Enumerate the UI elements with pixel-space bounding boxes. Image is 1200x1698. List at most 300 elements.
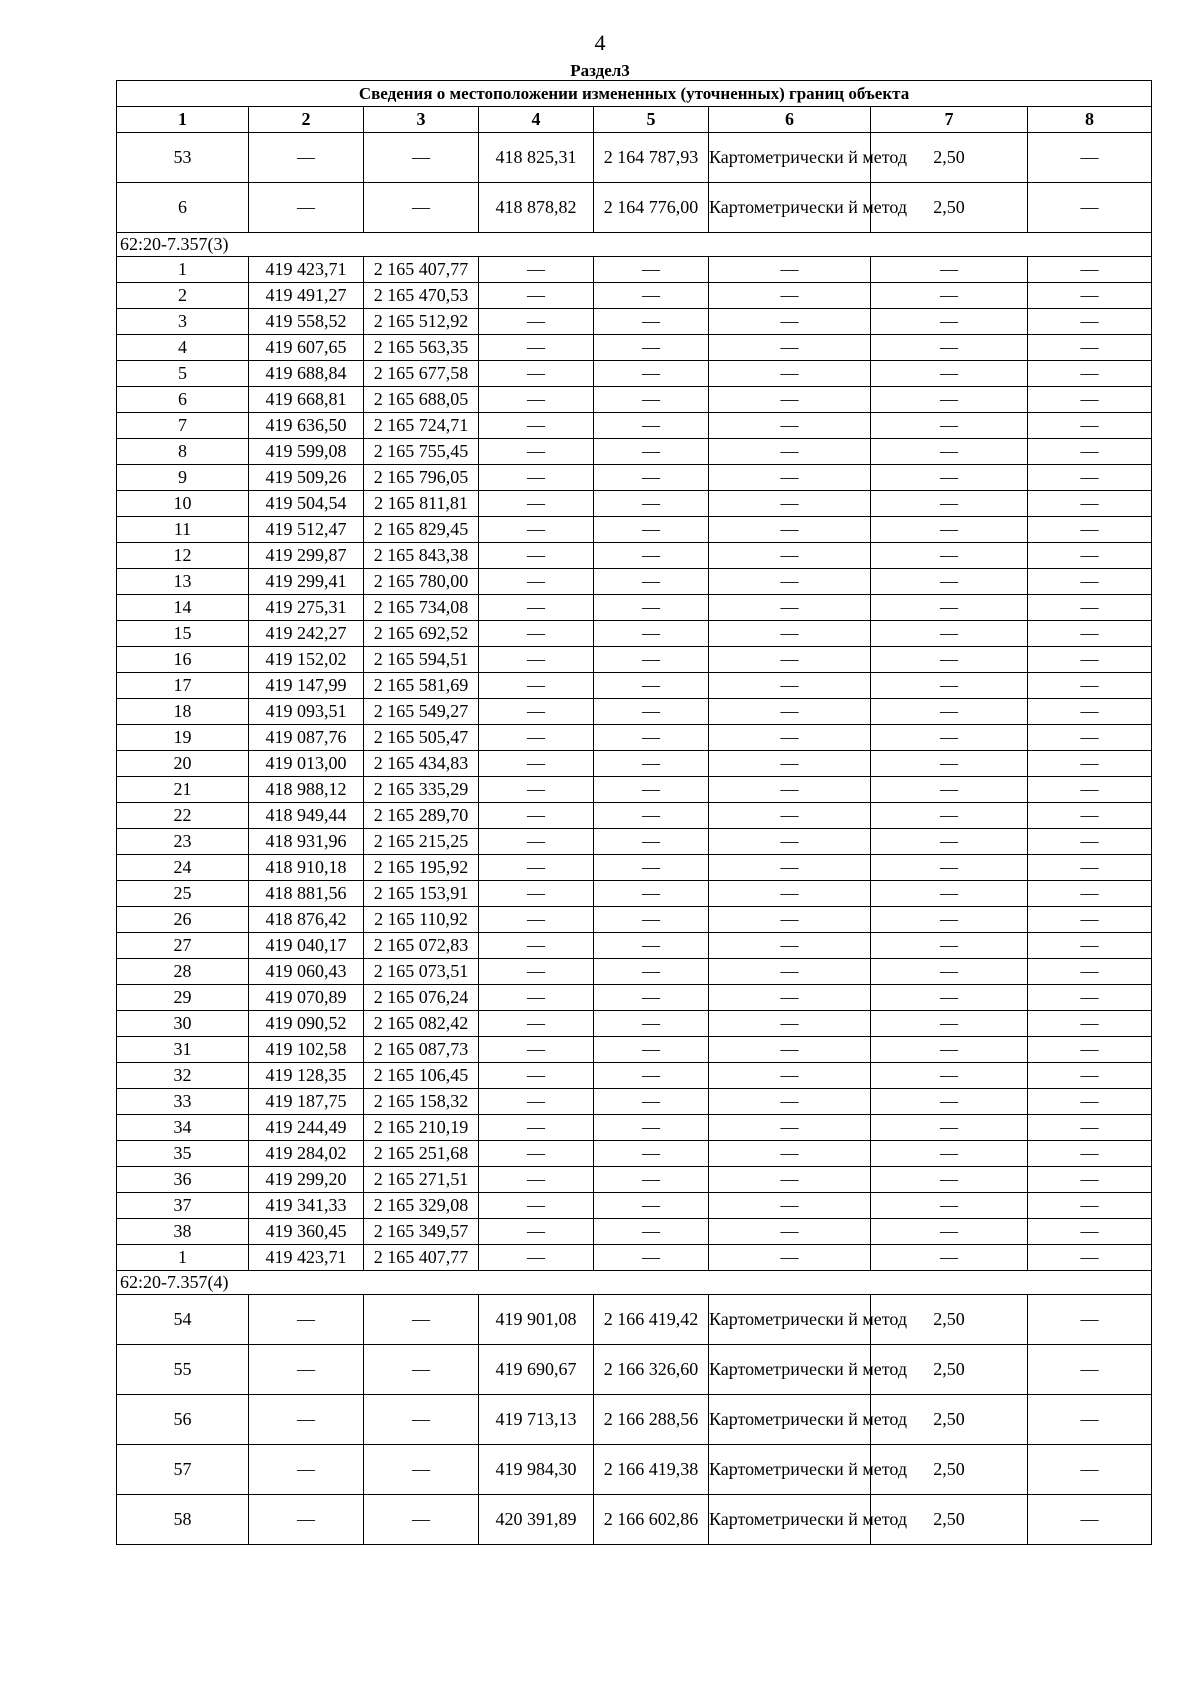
table-cell: 419 607,65: [249, 335, 364, 361]
table-cell: —: [479, 491, 594, 517]
table-cell: —: [594, 1037, 709, 1063]
table-cell: 2 165 734,08: [364, 595, 479, 621]
table-cell: —: [1028, 361, 1152, 387]
table-cell: 2,50: [871, 1395, 1028, 1445]
table-cell: 2 165 082,42: [364, 1011, 479, 1037]
table-cell: —: [364, 183, 479, 233]
table-cell: —: [709, 1037, 871, 1063]
table-cell: —: [1028, 465, 1152, 491]
table-cell: —: [709, 465, 871, 491]
table-cell: 2 165 594,51: [364, 647, 479, 673]
method-cell: Картометрически й метод: [709, 1445, 871, 1495]
table-row: [117, 1445, 1152, 1495]
table-cell: —: [479, 1115, 594, 1141]
table-cell: —: [1028, 881, 1152, 907]
table-cell: —: [1028, 699, 1152, 725]
table-cell: 2 165 407,77: [364, 1245, 479, 1271]
table-cell: 9: [117, 465, 249, 491]
table-cell: 419 060,43: [249, 959, 364, 985]
table-cell: 34: [117, 1115, 249, 1141]
table-row: [117, 725, 1152, 751]
table-row: [117, 491, 1152, 517]
table-cell: 2 165 505,47: [364, 725, 479, 751]
table-cell: —: [871, 543, 1028, 569]
table-cell: —: [249, 1495, 364, 1545]
table-cell: —: [1028, 283, 1152, 309]
table-cell: 418 931,96: [249, 829, 364, 855]
table-cell: 2 165 158,32: [364, 1089, 479, 1115]
table-row: [117, 543, 1152, 569]
table-cell: —: [1028, 1495, 1152, 1545]
table-cell: 2 165 271,51: [364, 1167, 479, 1193]
table-cell: —: [871, 569, 1028, 595]
table-cell: —: [871, 1089, 1028, 1115]
table-cell: —: [709, 1141, 871, 1167]
table-cell: —: [709, 413, 871, 439]
table-cell: —: [709, 907, 871, 933]
table-cell: —: [709, 387, 871, 413]
table-cell: 2 165 549,27: [364, 699, 479, 725]
table-cell: 419 147,99: [249, 673, 364, 699]
table-cell: —: [1028, 1089, 1152, 1115]
table-cell: —: [871, 1063, 1028, 1089]
table-cell: —: [1028, 1011, 1152, 1037]
table-row: [117, 673, 1152, 699]
table-cell: 2,50: [871, 1445, 1028, 1495]
table-caption: Сведения о местоположении измененных (уточненных) границ объекта: [117, 81, 1152, 107]
table-cell: —: [479, 621, 594, 647]
table-cell: —: [1028, 1063, 1152, 1089]
table-cell: —: [1028, 647, 1152, 673]
table-cell: 419 423,71: [249, 257, 364, 283]
table-cell: 2 165 153,91: [364, 881, 479, 907]
table-cell: —: [594, 491, 709, 517]
table-cell: —: [1028, 1141, 1152, 1167]
table-cell: —: [1028, 387, 1152, 413]
table-cell: —: [594, 595, 709, 621]
table-cell: 419 984,30: [479, 1445, 594, 1495]
table-cell: 2 165 215,25: [364, 829, 479, 855]
table-cell: —: [871, 413, 1028, 439]
table-row: [117, 257, 1152, 283]
table-cell: —: [709, 439, 871, 465]
table-cell: 2 165 195,92: [364, 855, 479, 881]
table-cell: 1: [117, 1245, 249, 1271]
table-row: [117, 335, 1152, 361]
table-cell: —: [594, 387, 709, 413]
table-cell: —: [479, 1167, 594, 1193]
table-cell: —: [1028, 1193, 1152, 1219]
table-cell: —: [1028, 1219, 1152, 1245]
table-cell: 419 090,52: [249, 1011, 364, 1037]
table-row: [117, 647, 1152, 673]
table-cell: 55: [117, 1345, 249, 1395]
table-cell: 419 509,26: [249, 465, 364, 491]
table-cell: —: [479, 673, 594, 699]
table-cell: 28: [117, 959, 249, 985]
table-cell: 37: [117, 1193, 249, 1219]
table-cell: —: [249, 1445, 364, 1495]
table-cell: —: [249, 133, 364, 183]
table-cell: —: [871, 881, 1028, 907]
table-cell: —: [479, 257, 594, 283]
table-cell: —: [479, 959, 594, 985]
table-cell: —: [594, 361, 709, 387]
table-cell: —: [1028, 491, 1152, 517]
table-cell: —: [364, 1445, 479, 1495]
table-cell: —: [594, 257, 709, 283]
table-cell: —: [1028, 309, 1152, 335]
table-cell: 5: [117, 361, 249, 387]
table-cell: 2 165 755,45: [364, 439, 479, 465]
table-row: [117, 133, 1152, 183]
table-cell: —: [871, 803, 1028, 829]
table-cell: 17: [117, 673, 249, 699]
table-cell: —: [249, 1295, 364, 1345]
table-cell: —: [871, 1011, 1028, 1037]
table-cell: —: [709, 881, 871, 907]
table-cell: —: [479, 985, 594, 1011]
table-cell: —: [709, 673, 871, 699]
table-cell: 419 668,81: [249, 387, 364, 413]
table-row: [117, 413, 1152, 439]
table-cell: 2: [117, 283, 249, 309]
table-cell: 1: [117, 257, 249, 283]
table-cell: —: [479, 335, 594, 361]
table-cell: 57: [117, 1445, 249, 1495]
table-row: [117, 1141, 1152, 1167]
table-cell: —: [594, 881, 709, 907]
table-cell: —: [479, 1219, 594, 1245]
table-cell: 2 165 087,73: [364, 1037, 479, 1063]
table-cell: —: [1028, 673, 1152, 699]
table-cell: —: [479, 855, 594, 881]
table-cell: —: [871, 517, 1028, 543]
table-row: [117, 1495, 1152, 1545]
table-cell: —: [594, 907, 709, 933]
table-cell: 2,50: [871, 1345, 1028, 1395]
table-cell: —: [479, 829, 594, 855]
table-cell: 2 165 251,68: [364, 1141, 479, 1167]
column-header: 6: [709, 107, 871, 133]
table-cell: —: [1028, 1037, 1152, 1063]
table-cell: 2,50: [871, 133, 1028, 183]
table-cell: —: [709, 1167, 871, 1193]
table-cell: 419 504,54: [249, 491, 364, 517]
table-cell: 33: [117, 1089, 249, 1115]
table-cell: —: [479, 439, 594, 465]
table-cell: —: [871, 335, 1028, 361]
table-cell: —: [594, 985, 709, 1011]
table-cell: —: [1028, 1395, 1152, 1445]
table-cell: 53: [117, 133, 249, 183]
table-cell: 2 165 289,70: [364, 803, 479, 829]
table-cell: —: [479, 543, 594, 569]
table-cell: —: [1028, 985, 1152, 1011]
table-cell: 2,50: [871, 1295, 1028, 1345]
table-cell: 2 165 724,71: [364, 413, 479, 439]
table-cell: —: [871, 933, 1028, 959]
table-cell: —: [364, 1495, 479, 1545]
table-cell: 419 901,08: [479, 1295, 594, 1345]
table-cell: 2 165 796,05: [364, 465, 479, 491]
table-cell: —: [479, 595, 594, 621]
table-cell: —: [709, 1063, 871, 1089]
table-cell: —: [709, 1245, 871, 1271]
section-title: Раздел3: [570, 61, 630, 80]
table-cell: —: [594, 647, 709, 673]
table-caption-row: [117, 81, 1152, 107]
table-cell: 2 166 326,60: [594, 1345, 709, 1395]
table-cell: —: [249, 183, 364, 233]
table-cell: —: [871, 855, 1028, 881]
table-row: [117, 1011, 1152, 1037]
table-cell: —: [479, 569, 594, 595]
table-cell: 36: [117, 1167, 249, 1193]
table-cell: —: [871, 907, 1028, 933]
column-header: 2: [249, 107, 364, 133]
table-cell: 23: [117, 829, 249, 855]
table-row: [117, 751, 1152, 777]
table-cell: —: [709, 1011, 871, 1037]
table-cell: —: [709, 725, 871, 751]
table-cell: 419 244,49: [249, 1115, 364, 1141]
table-cell: —: [871, 959, 1028, 985]
table-cell: 419 087,76: [249, 725, 364, 751]
table-cell: 419 040,17: [249, 933, 364, 959]
table-cell: 38: [117, 1219, 249, 1245]
table-cell: —: [594, 933, 709, 959]
table-cell: 419 636,50: [249, 413, 364, 439]
table-cell: —: [871, 829, 1028, 855]
table-row: [117, 387, 1152, 413]
table-cell: —: [479, 1011, 594, 1037]
table-cell: —: [871, 439, 1028, 465]
table-cell: 21: [117, 777, 249, 803]
method-cell: Картометрически й метод: [709, 1345, 871, 1395]
table-cell: —: [1028, 439, 1152, 465]
table-cell: 6: [117, 183, 249, 233]
table-cell: 2 165 688,05: [364, 387, 479, 413]
group-row: [117, 1271, 1152, 1295]
table-row: [117, 1395, 1152, 1445]
table-cell: 2 164 787,93: [594, 133, 709, 183]
table-cell: 2 164 776,00: [594, 183, 709, 233]
table-cell: —: [871, 387, 1028, 413]
table-cell: 2 165 811,81: [364, 491, 479, 517]
method-cell: Картометрически й метод: [709, 133, 871, 183]
table-cell: 54: [117, 1295, 249, 1345]
table-cell: —: [479, 907, 594, 933]
table-cell: 2 166 419,38: [594, 1445, 709, 1495]
table-cell: —: [871, 1245, 1028, 1271]
table-cell: 2 165 106,45: [364, 1063, 479, 1089]
table-cell: 2 165 073,51: [364, 959, 479, 985]
table-cell: —: [594, 1141, 709, 1167]
table-cell: —: [871, 1141, 1028, 1167]
table-cell: —: [1028, 1295, 1152, 1345]
table-cell: 2 165 335,29: [364, 777, 479, 803]
table-cell: 2 165 780,00: [364, 569, 479, 595]
table-cell: —: [1028, 595, 1152, 621]
table-cell: 56: [117, 1395, 249, 1445]
table-row: [117, 595, 1152, 621]
table-cell: —: [594, 335, 709, 361]
table-cell: —: [871, 751, 1028, 777]
table-cell: —: [594, 439, 709, 465]
table-cell: 419 275,31: [249, 595, 364, 621]
table-cell: —: [871, 1219, 1028, 1245]
table-cell: —: [1028, 413, 1152, 439]
table-cell: —: [709, 1219, 871, 1245]
table-cell: —: [479, 1063, 594, 1089]
table-cell: —: [871, 985, 1028, 1011]
table-row: [117, 283, 1152, 309]
table-cell: —: [594, 413, 709, 439]
table-row: [117, 621, 1152, 647]
table-cell: 11: [117, 517, 249, 543]
table-cell: —: [871, 309, 1028, 335]
table-cell: 3: [117, 309, 249, 335]
table-cell: 2 165 210,19: [364, 1115, 479, 1141]
table-row: [117, 1193, 1152, 1219]
table-cell: —: [871, 699, 1028, 725]
table-cell: 8: [117, 439, 249, 465]
table-cell: 419 128,35: [249, 1063, 364, 1089]
table-cell: —: [479, 361, 594, 387]
table-cell: —: [594, 1089, 709, 1115]
table-cell: —: [871, 673, 1028, 699]
table-cell: 419 491,27: [249, 283, 364, 309]
table-cell: —: [871, 257, 1028, 283]
table-cell: 2 165 843,38: [364, 543, 479, 569]
table-cell: —: [1028, 621, 1152, 647]
table-cell: —: [871, 283, 1028, 309]
table-cell: —: [871, 465, 1028, 491]
table-cell: —: [1028, 569, 1152, 595]
table-cell: —: [479, 517, 594, 543]
table-cell: —: [594, 751, 709, 777]
table-cell: —: [1028, 751, 1152, 777]
table-cell: —: [479, 1037, 594, 1063]
table-cell: —: [871, 1037, 1028, 1063]
table-row: [117, 517, 1152, 543]
table-cell: —: [479, 1089, 594, 1115]
group-label: 62:20-7.357(3): [117, 233, 1152, 257]
table-cell: —: [364, 1395, 479, 1445]
table-cell: —: [249, 1345, 364, 1395]
table-cell: —: [871, 647, 1028, 673]
table-cell: 418 825,31: [479, 133, 594, 183]
table-cell: 12: [117, 543, 249, 569]
table-cell: —: [364, 1345, 479, 1395]
table-cell: —: [709, 699, 871, 725]
table-row: [117, 829, 1152, 855]
table-row: [117, 1167, 1152, 1193]
table-row: [117, 777, 1152, 803]
table-cell: 2 166 288,56: [594, 1395, 709, 1445]
table-cell: —: [709, 985, 871, 1011]
table-cell: —: [1028, 1345, 1152, 1395]
table-cell: —: [594, 465, 709, 491]
table-cell: —: [871, 1193, 1028, 1219]
table-cell: —: [871, 491, 1028, 517]
table-cell: 419 102,58: [249, 1037, 364, 1063]
table-cell: —: [871, 725, 1028, 751]
table-cell: —: [709, 855, 871, 881]
table-cell: —: [1028, 933, 1152, 959]
table-cell: —: [594, 1167, 709, 1193]
table-cell: —: [709, 543, 871, 569]
table-cell: 2 165 329,08: [364, 1193, 479, 1219]
table-cell: —: [479, 803, 594, 829]
table-cell: —: [871, 595, 1028, 621]
table-row: [117, 933, 1152, 959]
table-cell: —: [709, 959, 871, 985]
table-cell: 25: [117, 881, 249, 907]
column-header: 1: [117, 107, 249, 133]
table-cell: —: [594, 829, 709, 855]
table-cell: —: [1028, 959, 1152, 985]
method-cell: Картометрически й метод: [709, 1395, 871, 1445]
table-header-row: [117, 107, 1152, 133]
table-cell: 26: [117, 907, 249, 933]
table-cell: —: [594, 517, 709, 543]
table-cell: —: [479, 725, 594, 751]
table-cell: 419 512,47: [249, 517, 364, 543]
table-row: [117, 183, 1152, 233]
table-cell: 10: [117, 491, 249, 517]
table-cell: —: [594, 543, 709, 569]
table-cell: —: [1028, 335, 1152, 361]
table-cell: 2 165 512,92: [364, 309, 479, 335]
table-cell: 419 690,67: [479, 1345, 594, 1395]
table-cell: —: [1028, 543, 1152, 569]
table-cell: 2 165 581,69: [364, 673, 479, 699]
table-cell: —: [594, 1193, 709, 1219]
table-cell: 418 910,18: [249, 855, 364, 881]
table-cell: 22: [117, 803, 249, 829]
table-cell: —: [1028, 1445, 1152, 1495]
table-cell: —: [871, 361, 1028, 387]
table-cell: —: [709, 751, 871, 777]
table-cell: 419 152,02: [249, 647, 364, 673]
table-row: [117, 855, 1152, 881]
table-cell: 2 165 110,92: [364, 907, 479, 933]
table-cell: 2 165 470,53: [364, 283, 479, 309]
table-cell: 2 165 692,52: [364, 621, 479, 647]
table-cell: 2 165 076,24: [364, 985, 479, 1011]
table-cell: —: [709, 1089, 871, 1115]
table-row: [117, 881, 1152, 907]
table-cell: —: [709, 491, 871, 517]
table-cell: —: [709, 621, 871, 647]
column-header: 5: [594, 107, 709, 133]
table-cell: —: [1028, 777, 1152, 803]
table-cell: —: [709, 1193, 871, 1219]
table-cell: 7: [117, 413, 249, 439]
table-cell: 24: [117, 855, 249, 881]
table-cell: —: [479, 881, 594, 907]
method-cell: Картометрически й метод: [709, 183, 871, 233]
table-cell: 14: [117, 595, 249, 621]
table-cell: —: [594, 1011, 709, 1037]
table-cell: —: [709, 647, 871, 673]
table-row: [117, 1063, 1152, 1089]
table-cell: —: [709, 829, 871, 855]
table-cell: —: [594, 699, 709, 725]
table-cell: —: [1028, 1245, 1152, 1271]
